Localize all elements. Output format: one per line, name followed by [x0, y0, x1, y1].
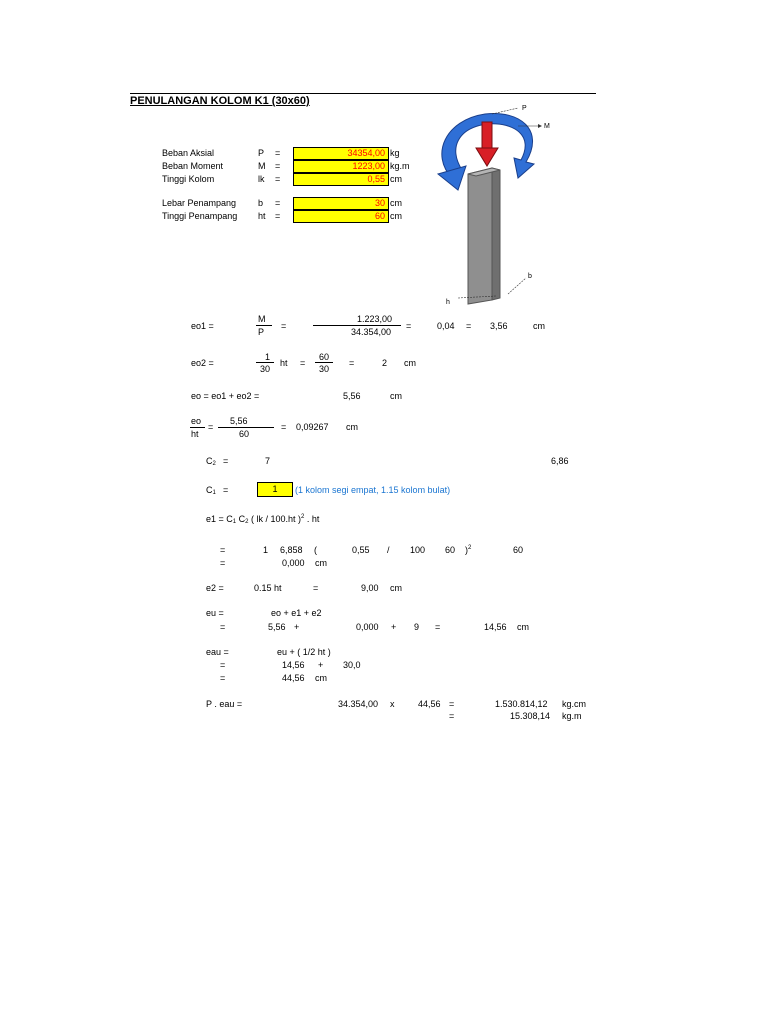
input-sym-ht: ht: [258, 211, 266, 221]
eoht-unit: cm: [346, 422, 358, 432]
axial-arrow-icon: [476, 148, 498, 166]
figure-label-b: b: [528, 273, 532, 280]
c2-lhs: C2: [206, 456, 216, 467]
peau-u1: kg.cm: [562, 699, 587, 709]
e2-eq: =: [313, 583, 319, 593]
eoht-frac-line: [190, 427, 205, 428]
c1-input-cell[interactable]: 1: [257, 482, 293, 497]
eo1-num2: 1.223,00: [357, 314, 393, 324]
peau-lhs: P . eau =: [206, 699, 243, 709]
input-eq-ht: =: [275, 211, 281, 221]
input-label-beban-aksial: Beban Aksial: [162, 148, 215, 158]
eo-result: 5,56: [343, 391, 361, 401]
e1-r1-ht: 60: [445, 545, 456, 555]
e1-r1-lk: 0,55: [352, 545, 370, 555]
c1-note: (1 kolom segi empat, 1.15 kolom bulat): [295, 485, 451, 495]
axial-arrow-shaft: [482, 122, 492, 150]
figure-label-p: P: [522, 105, 527, 112]
eau-r2-value: 44,56: [282, 673, 305, 683]
eo2-ht: ht: [280, 358, 288, 368]
e1-r2-unit: cm: [315, 558, 327, 568]
e1-r1-c1: 1: [263, 545, 269, 555]
eo1-eq3: =: [466, 321, 472, 331]
eo2-den2: 30: [319, 364, 330, 374]
eo2-eq1: =: [300, 358, 306, 368]
eau-r2-eq: =: [220, 673, 226, 683]
eoht-num: eo: [191, 416, 202, 426]
eoht-eq2: =: [281, 422, 287, 432]
eau-lhs: eau =: [206, 647, 229, 657]
figure-label-h: h: [446, 299, 450, 306]
input-cell-lk[interactable]: 0,55: [293, 173, 389, 186]
eo1-frac-line: [256, 325, 272, 326]
eo1-eq1: =: [281, 321, 287, 331]
eo2-r: 2: [382, 358, 388, 368]
eu-r-eo: 5,56: [268, 622, 286, 632]
c2-right-value: 6,86: [551, 456, 569, 466]
eo2-num: 1: [265, 352, 271, 362]
eu-r-eq2: =: [435, 622, 441, 632]
e1-r1-c2: 6,858: [280, 545, 303, 555]
eu-r-plus2: +: [391, 622, 397, 632]
input-eq-m: =: [275, 161, 281, 171]
input-sym-b: b: [258, 198, 264, 208]
input-unit-b: cm: [390, 198, 402, 208]
eu-formula: eo + e1 + e2: [271, 608, 322, 618]
e1-r1-100: 100: [410, 545, 426, 555]
e1-r1-div: /: [387, 545, 390, 555]
eo1-lhs: eo1 =: [191, 321, 214, 331]
input-eq-b: =: [275, 198, 281, 208]
input-cell-ht[interactable]: 60: [293, 210, 389, 223]
e2-unit: cm: [390, 583, 402, 593]
input-label-beban-moment: Beban Moment: [162, 161, 224, 171]
peau-r2: 15.308,14: [510, 711, 551, 721]
eo2-unit: cm: [404, 358, 416, 368]
eoht-den2: 60: [239, 429, 250, 439]
e1-r1-ht2: 60: [513, 545, 524, 555]
eoht-den: ht: [191, 429, 199, 439]
eoht-r: 0,09267: [296, 422, 329, 432]
e2-expr: 0.15 ht: [254, 583, 282, 593]
input-unit-m: kg.m: [390, 161, 410, 171]
peau-u2: kg.m: [562, 711, 582, 721]
e1-r1-open: (: [314, 545, 317, 555]
figure-label-m: M: [544, 123, 550, 130]
title-rule: [130, 93, 596, 94]
eu-r-e2: 9: [414, 622, 420, 632]
column-figure: [430, 100, 570, 310]
input-unit-p: kg: [390, 148, 400, 158]
input-cell-p[interactable]: 34354,00: [293, 147, 389, 160]
e2-value: 9,00: [361, 583, 379, 593]
input-eq-lk: =: [275, 174, 281, 184]
input-sym-lk: lk: [258, 174, 265, 184]
eu-r-e1: 0,000: [356, 622, 379, 632]
eu-unit: cm: [517, 622, 529, 632]
eo1-den: P: [258, 327, 265, 337]
eoht-eq1: =: [208, 422, 214, 432]
input-unit-ht: cm: [390, 211, 402, 221]
eo1-unit: cm: [533, 321, 545, 331]
eo2-lhs: eo2 =: [191, 358, 214, 368]
eau-r1-half: 30,0: [343, 660, 361, 670]
c2-value: 7: [265, 456, 271, 466]
input-label-tinggi-kolom: Tinggi Kolom: [162, 174, 215, 184]
eo1-den2: 34.354,00: [351, 327, 392, 337]
peau-eq2: =: [449, 711, 455, 721]
peau-p: 34.354,00: [338, 699, 379, 709]
input-label-lebar-penampang: Lebar Penampang: [162, 198, 237, 208]
eoht-frac-line-2: [218, 427, 274, 428]
eo2-frac-line-2: [315, 362, 333, 363]
e1-formula: e1 = C1 C2 ( lk / 100.ht )$^2$ . ht: [206, 514, 320, 525]
input-cell-b[interactable]: 30: [293, 197, 389, 210]
eu-r-eq: =: [220, 622, 226, 632]
input-cell-m[interactable]: 1223,00: [293, 160, 389, 173]
e1-r2-value: 0,000: [282, 558, 305, 568]
c2-eq: =: [223, 456, 229, 466]
eo1-eq2: =: [406, 321, 412, 331]
c1-eq: =: [223, 485, 229, 495]
eu-lhs: eu =: [206, 608, 224, 618]
eo1-num: M: [258, 314, 266, 324]
eo2-den: 30: [260, 364, 271, 374]
input-sym-m: M: [258, 161, 266, 171]
moment-arrow-head-icon: [438, 166, 466, 190]
peau-r1: 1.530.814,12: [495, 699, 548, 709]
c1-lhs: C1: [206, 485, 216, 496]
e1-r1-close: )$^2$: [465, 545, 472, 555]
input-label-tinggi-penampang: Tinggi Penampang: [162, 211, 238, 221]
e1-r2-eq: =: [220, 558, 226, 568]
eo2-num2: 60: [319, 352, 330, 362]
input-sym-p: P: [258, 148, 265, 158]
eu-r-plus1: +: [294, 622, 300, 632]
eo1-r2: 3,56: [490, 321, 508, 331]
input-eq-p: =: [275, 148, 281, 158]
column-side-face: [492, 168, 500, 300]
eo2-frac-line: [256, 362, 274, 363]
e2-lhs: e2 =: [206, 583, 224, 593]
peau-eau: 44,56: [418, 699, 441, 709]
column-front-face: [468, 168, 492, 304]
input-unit-lk: cm: [390, 174, 402, 184]
eau-formula: eu + ( 1/2 ht ): [277, 647, 331, 657]
eau-r1-plus: +: [318, 660, 324, 670]
peau-eq1: =: [449, 699, 455, 709]
eau-r1-eq: =: [220, 660, 226, 670]
eo2-eq2: =: [349, 358, 355, 368]
peau-x: x: [390, 699, 395, 709]
eo1-frac-line-2: [313, 325, 401, 326]
eoht-num2: 5,56: [230, 416, 248, 426]
eu-value: 14,56: [484, 622, 507, 632]
eo1-r1: 0,04: [437, 321, 455, 331]
e1-r1-eq: =: [220, 545, 226, 555]
eo-formula: eo = eo1 + eo2 =: [191, 391, 260, 401]
eau-r1-eu: 14,56: [282, 660, 305, 670]
page-title: PENULANGAN KOLOM K1 (30x60): [130, 95, 310, 107]
eo-unit: cm: [390, 391, 402, 401]
eau-r2-unit: cm: [315, 673, 327, 683]
